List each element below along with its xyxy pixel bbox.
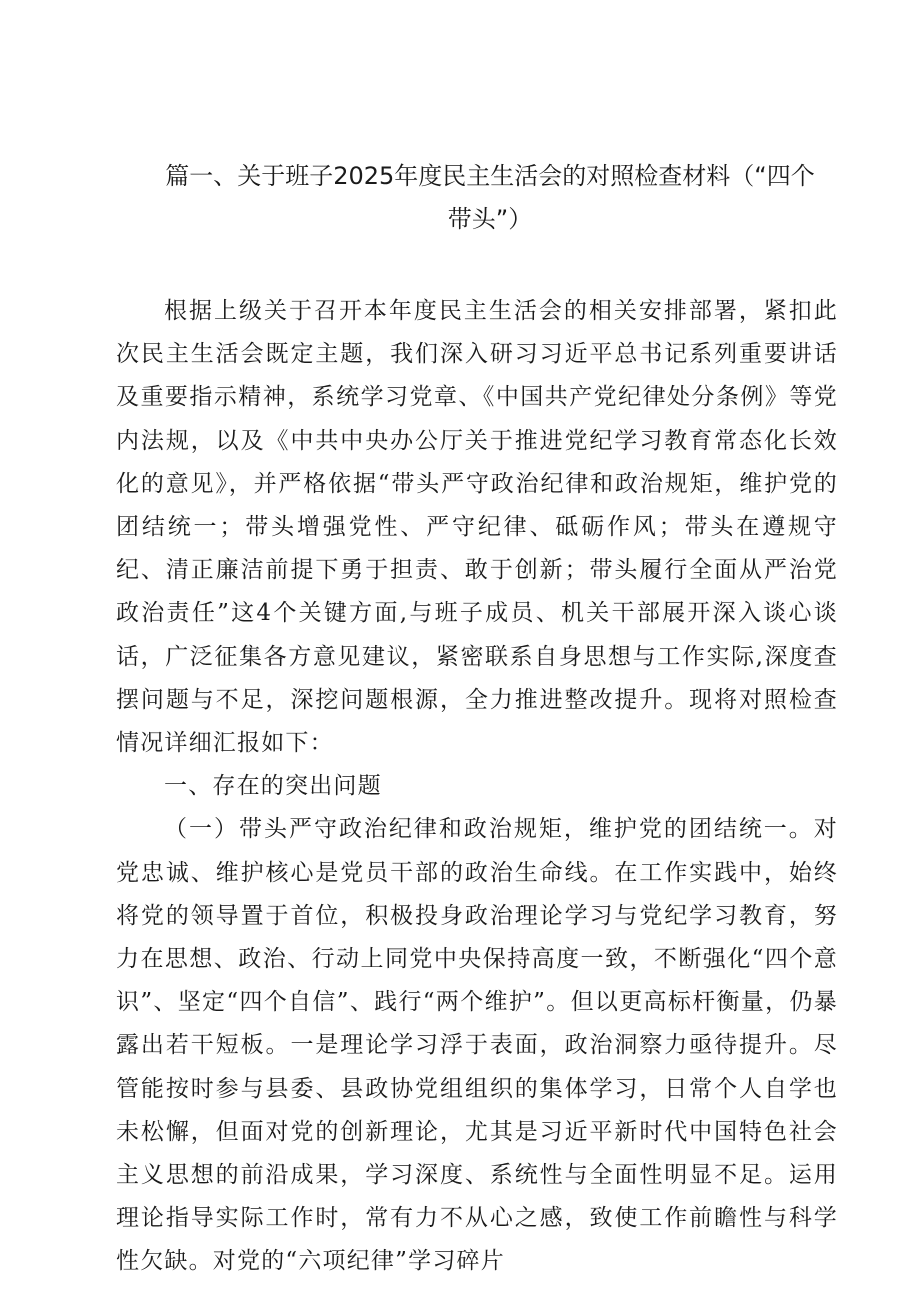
- section-paragraph: （一）带头严守政治纪律和政治规矩，维护党的团结统一。对党忠诚、维护核心是党员干部的政治生命线。在工作实践中，始终将党的领导置于首位，积极投身政治理论学习与党纪学习教育，努力在思想、政治、行动上同党中央保持高度一致，不断强化“四个意识”、坚定“四个自信”、践行“两个维护”。但以更高标杆衡量，仍暴露出若干短板。一是理论学习浮于表面，政治洞察力亟待提升。尽管能按时参与县委、县政协党组组织的集体学习，日常个人自学也未松懈，但面对党的创新理论，尤其是习近平新时代中国特色社会主义思想的前沿成果，学习深度、系统性与全面性明显不足。运用理论指导实际工作时，常有力不从心之感，致使工作前瞻性与科学性欠缺。对党的“六项纪律”学习碎片: [116, 816, 838, 1275]
- intro-paragraph: 根据上级关于召开本年度民主生活会的相关安排部署，紧扣此次民主生活会既定主题，我们深入研习习近平总书记系列重要讲话及重要指示精神，系统学习党章、《中国共产党纪律处分条例》等党内法规，以及《中共中央办公厅关于推进党纪学习教育常态化长效化的意见》，并严格依据“带头严守政治纪律和政治规矩，维护党的团结统一；带头增强党性、严守纪律、砥砺作风；带头在遵规守纪、清正廉洁前提下勇于担责、敢于创新；带头履行全面从严治党政治责任”这4个关键方面,与班子成员、机关干部展开深入谈心谈话，广泛征集各方意见建议，紧密联系自身思想与工作实际,深度查摆问题与不足，深挖问题根源，全力推进整改提升。现将对照检查情况详细汇报如下：: [116, 298, 838, 757]
- section-heading: 一、存在的突出问题: [164, 773, 382, 800]
- document-body: [116, 290, 838, 1284]
- document-title: 篇一、关于班子2025年度民主生活会的对照检查材料（“四个带头”）: [165, 162, 815, 233]
